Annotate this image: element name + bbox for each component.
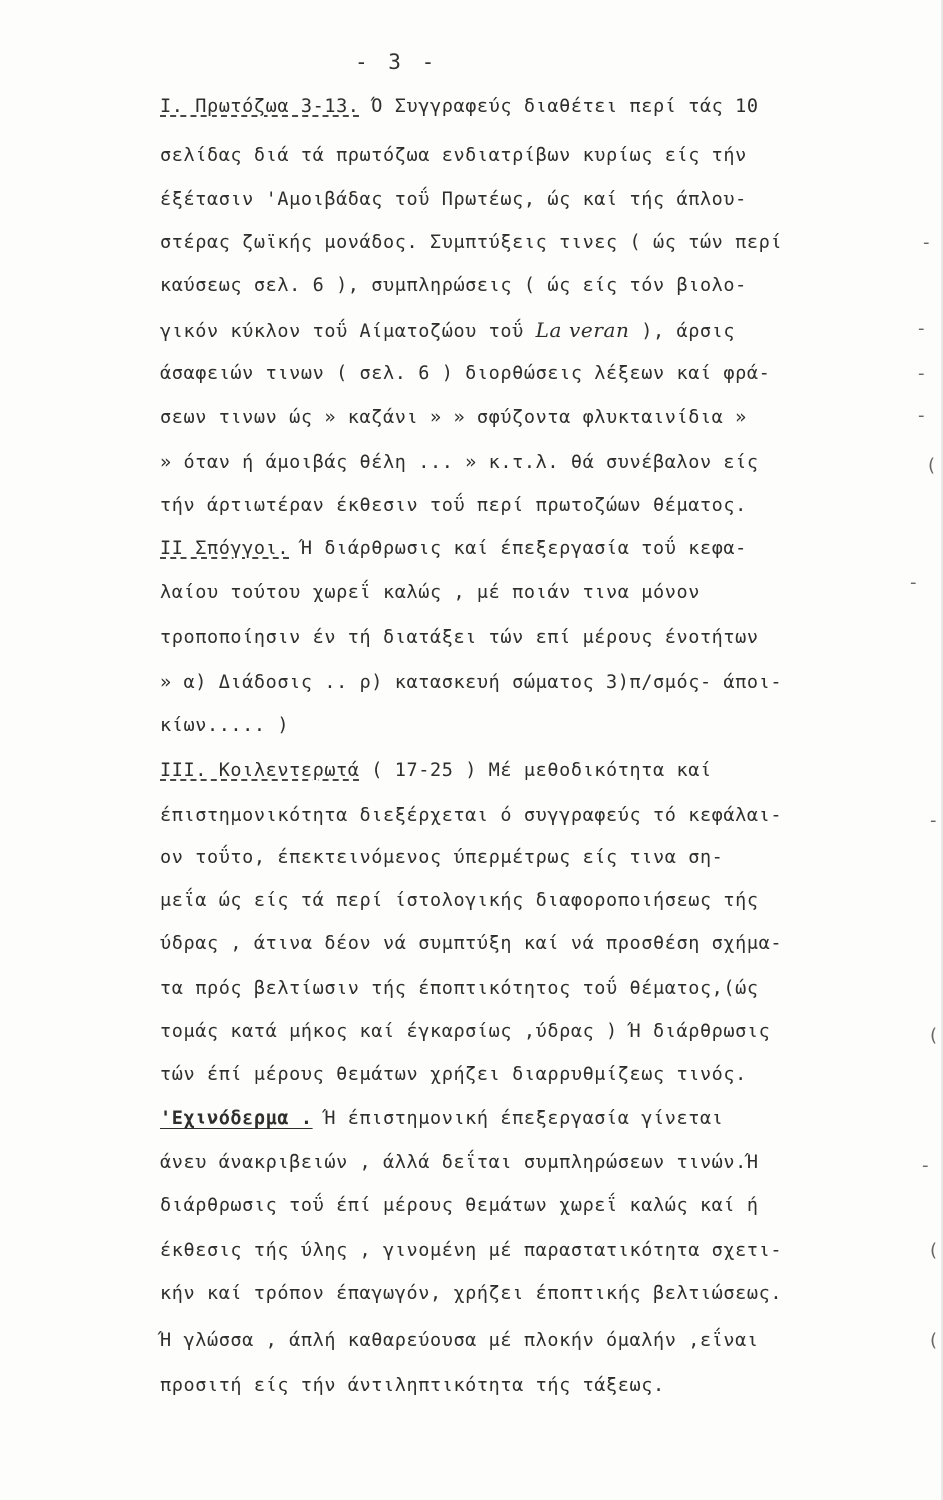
text-line-29: Ή γλώσσα , άπλή καθαρεύουσα μέ πλοκήν όμαλήν ,εΐναι [160,1330,759,1351]
text-line-9: » όταν ή άμοιβάς θέλη ... » κ.τ.λ. θά συνέβαλον είς [160,452,759,473]
text-line-14: » α) Διάδοσις .. ρ) κατασκευή σώματος 3)π/σμός- άποι- [160,672,783,693]
text-line-17: έπιστημονικότητα διεξέρχεται ό συγγραφεύς τό κεφάλαι- [160,805,783,826]
text-line-25: άνευ άνακριβειών , άλλά δεΐται συμπληρώσεων τινών.Ή [160,1152,759,1173]
text-line-7: άσαφειών τινων ( σελ. 6 ) διορθώσεις λέξεων καί φρά- [160,363,771,384]
margin-tick-mark: - [918,363,925,384]
margin-tick-mark: ( [928,455,936,476]
text-line-10: τήν άρτιωτέραν έκθεσιν τοΰ περί πρωτοζώων θέματος. [160,495,747,516]
margin-tick-mark: - [923,232,930,253]
text-line-19: μεΐα ώς είς τά περί ίστολογικής διαφοροποιήσεως τής [160,890,759,911]
section-heading-coelenterates: III. Κοιλεντερωτά [160,760,360,781]
section-heading-sponges: II Σπόγγοι. [160,538,290,559]
text-line-15: κίων..... ) [160,715,290,736]
margin-tick-mark: - [922,1155,929,1176]
text-line-22: τομάς κατά μήκος καί έγκαρσίως ,ύδρας ) Ή διάρθρωσις [160,1021,771,1042]
text-line-3: έξέτασιν 'Αμοιβάδας τοΰ Πρωτέως, ώς καί τής άπλου- [160,189,747,210]
text-line-16: III. Κοιλεντερωτά ( 17-25 ) Μέ μεθοδικότητα καί [160,760,712,781]
handwritten-insertion: La veran [535,318,630,342]
text-line-13: τροποποίησιν έν τή διατάξει τών επί μέρους ένοτήτων [160,627,759,648]
text-line-21: τα πρός βελτίωσιν τής έποπτικότητος τοΰ θέματος,(ώς [160,978,759,999]
margin-tick-mark: - [918,318,925,339]
text-line-26: διάρθρωσις τοΰ έπί μέρους θεμάτων χωρεΐ καλώς καί ή [160,1195,759,1216]
page-number: - 3 - [355,50,439,74]
margin-tick-mark: - [918,405,925,426]
text-line-28: κήν καί τρόπον έπαγωγόν, χρήζει έποπτικής βελτιώσεως. [160,1283,783,1304]
text-line-20: ύδρας , άτινα δέον νά συμπτύξη καί νά προσθέση σχήμα- [160,933,783,954]
text-line-8: σεων τινων ώς » καζάνι » » σφύζοντα φλυκταινίδια » [160,407,747,428]
text-line-23: τών έπί μέρους θεμάτων χρήζει διαρρυθμίζεως τινός. [160,1064,747,1085]
margin-tick-mark: - [910,572,917,593]
text-line-12: λαίου τούτου χωρεΐ καλώς , μέ ποιάν τινα μόνον [160,582,700,603]
text-line-2: σελίδας διά τά πρωτόζωα ενδιατρίβων κυρίως είς τήν [160,145,747,166]
section-heading-echinoderms: 'Εχινόδερμα . [160,1108,313,1129]
text-line-18: ον τοΰτο, έπεκτεινόμενος ύπερμέτρως είς τινα ση- [160,847,724,868]
margin-tick-mark: ( [930,1330,938,1351]
margin-tick-mark: - [930,810,937,831]
text-line-5: καύσεως σελ. 6 ), συμπληρώσεις ( ώς είς τόν βιολο- [160,275,747,296]
section-heading-protozoa: I. Πρωτόζωα 3-13. [160,96,360,117]
text-line-1: I. Πρωτόζωα 3-13. Ό Συγγραφεύς διαθέτει περί τάς 10 [160,96,759,117]
margin-tick-mark: ( [930,1025,938,1046]
margin-tick-mark: ( [930,1240,938,1261]
text-line-6: γικόν κύκλον τοΰ Αίματοζώου τοΰ La veran ), άρσις [160,318,736,342]
text-line-4: στέρας ζωϊκής μονάδος. Συμπτύξεις τινες ( ώς τών περί [160,232,783,253]
text-line-27: έκθεσις τής ύλης , γινομένη μέ παραστατικότητα σχετι- [160,1240,783,1261]
text-line-30: προσιτή είς τήν άντιληπτικότητα τής τάξεως. [160,1375,665,1396]
text-line-11: II Σπόγγοι. Ή διάρθρωσις καί έπεξεργασία τοΰ κεφα- [160,538,747,559]
text-line-24: 'Εχινόδερμα . Ή έπιστημονική έπεξεργασία γίνεται [160,1108,724,1129]
